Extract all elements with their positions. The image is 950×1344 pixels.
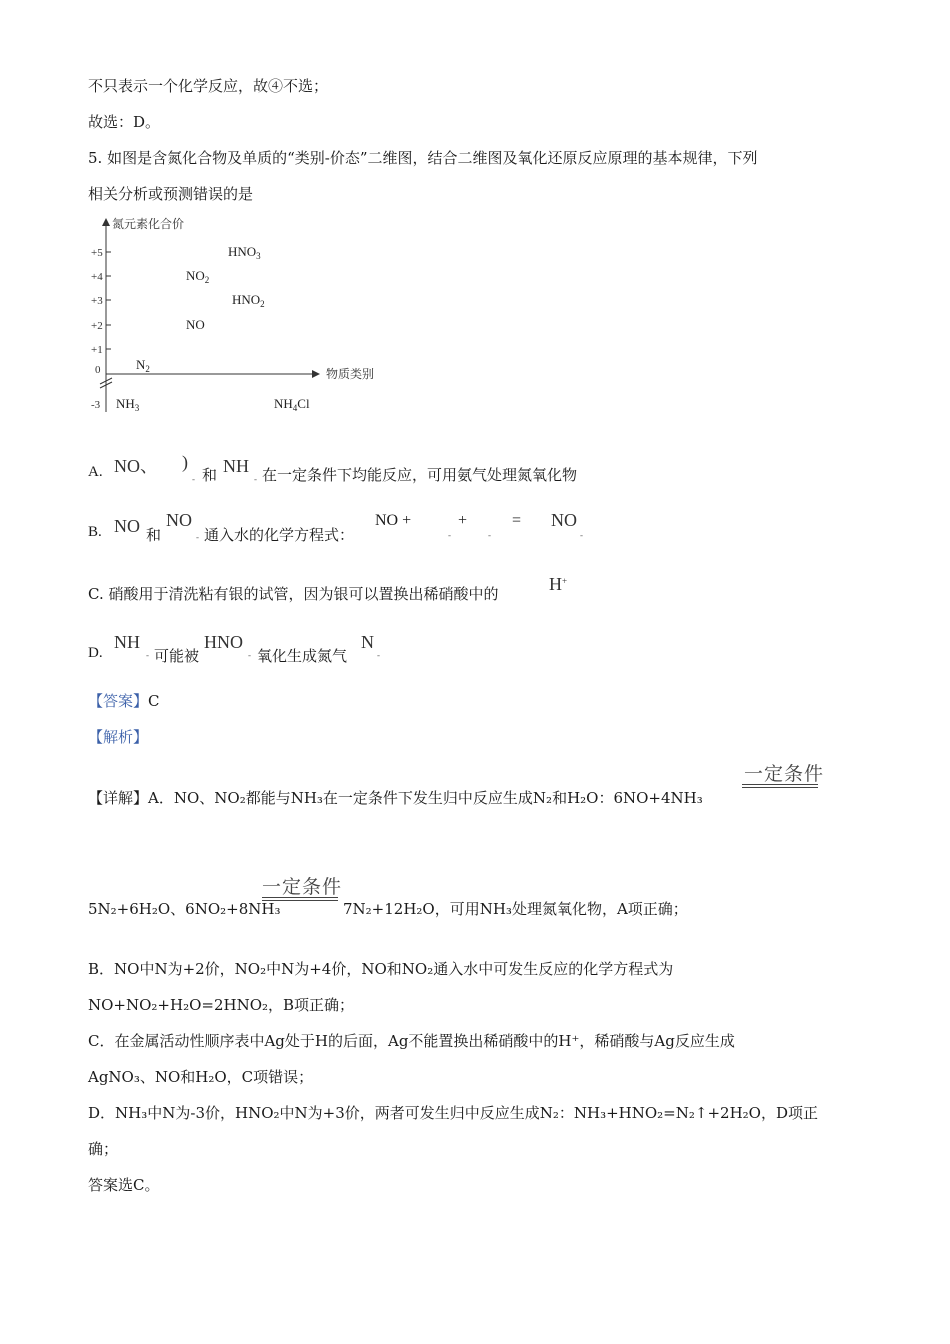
option-c	[88, 584, 499, 604]
question-stem-line-1: 5. 如图是含氮化合物及单质的“类别-价态”二维图，结合二维图及氧化还原反应原理的基本规律，下列	[88, 149, 758, 167]
y-tick-label: +1	[91, 344, 103, 356]
detail-label: 【详解】	[88, 789, 149, 807]
option-a-formula-1: NO、	[114, 456, 158, 476]
option-d-text: 氧化生成氮气	[257, 649, 348, 665]
option-b-word-1: 和	[146, 528, 162, 544]
condition-label-2: 一定条件	[262, 876, 343, 898]
point-no2: $NO_2$	[186, 268, 210, 285]
option-a-formula-2: )	[182, 452, 188, 472]
option-c-sup: +	[562, 576, 568, 586]
point-hno3: $HNO_3$	[228, 244, 261, 261]
detail-b-line-2: NO+NO₂+H₂O=2HNO₂，B项正确；	[88, 996, 355, 1014]
option-a-formula-3: NH	[223, 456, 249, 476]
option-a-letter: A.	[88, 464, 103, 480]
x-axis-label: 物质类别	[326, 367, 375, 381]
question-stem-line-2: 相关分析或预测错误的是	[88, 185, 254, 203]
point-hno2: $HNO_2$	[232, 292, 265, 309]
option-d-formula-2: HNO	[204, 632, 243, 652]
option-d-formula-3: N	[361, 632, 374, 652]
option-b-formula-2: NO	[166, 510, 192, 530]
option-c-text: 硝酸用于清洗粘有银的试管，因为银可以置换出稀硝酸中的	[108, 585, 499, 603]
option-d-formula-1: NH	[114, 632, 140, 652]
detail-a-line-2-left: 5N₂+6H₂O、6NO₂+8NH₃	[88, 900, 281, 918]
detail-c-line-1: C．在金属活动性顺序表中Ag处于H的后面，Ag不能置换出稀硝酸中的H⁺，稀硝酸与Ag反应生成	[88, 1032, 735, 1050]
option-d-word-1: 可能被	[154, 649, 200, 665]
prev-line-1: 不只表示一个化学反应，故④不选；	[88, 77, 329, 95]
chart-points	[116, 244, 310, 413]
option-b-eq-4: NO	[551, 510, 577, 530]
valence-category-chart	[86, 212, 396, 418]
option-b-text: 通入水的化学方程式：	[204, 528, 355, 544]
y-tick-label: +5	[91, 247, 103, 259]
y-ticks	[91, 247, 111, 411]
y-tick-label: +2	[91, 320, 103, 332]
y-tick-label: -3	[91, 399, 101, 411]
option-b-letter: B.	[88, 524, 102, 540]
option-a	[88, 464, 103, 481]
detail-a-line-1	[88, 788, 703, 808]
point-n2: $N_2$	[136, 357, 150, 374]
detail-d-line-2: 确；	[88, 1140, 119, 1158]
detail-a-text-1: A．NO、NO₂都能与NH₃在一定条件下发生归中反应生成N₂和H₂O：6NO+4NH₃	[148, 789, 703, 807]
final-answer: 答案选C。	[88, 1176, 160, 1194]
option-b-eq-1: NO +	[375, 512, 412, 529]
analysis-label: 【解析】	[88, 728, 149, 746]
detail-b-line-1: B．NO中N为+2价，NO₂中N为+4价，NO和NO₂通入水中可发生反应的化学方程式为	[88, 960, 674, 978]
option-b-eq-3: =	[512, 512, 522, 529]
option-c-formula	[549, 574, 567, 595]
option-a-text: 在一定条件下均能反应，可用氨气处理氮氧化物	[262, 468, 578, 484]
point-nh3: $NH_3$	[116, 396, 140, 413]
prev-line-2: 故选：D。	[88, 113, 161, 131]
condition-label-1: 一定条件	[744, 763, 825, 785]
detail-a-line-2-right: 7N₂+12H₂O，可用NH₃处理氮氧化物，A项正确；	[343, 900, 688, 918]
option-a-word-1: 和	[202, 468, 218, 484]
option-b-eq-2: +	[458, 512, 468, 529]
option-c-letter: C.	[88, 585, 104, 603]
option-d-letter: D.	[88, 645, 103, 661]
option-b-formula-1: NO	[114, 516, 140, 536]
y-tick-label: 0	[95, 364, 101, 376]
y-tick-label: +3	[91, 295, 103, 307]
y-tick-label: +4	[91, 271, 103, 283]
option-c-h: H	[549, 574, 562, 594]
answer-value: C	[148, 692, 160, 710]
condition-equals-1	[742, 784, 818, 788]
point-no: NO	[186, 317, 205, 332]
answer	[88, 691, 160, 711]
detail-d-line-1: D．NH₃中N为-3价，HNO₂中N为+3价，两者可发生归中反应生成N₂：NH₃+HNO₂=N₂↑+2H₂O，D项正	[88, 1104, 818, 1122]
detail-c-line-2: AgNO₃、NO和H₂O，C项错误；	[88, 1068, 314, 1086]
y-axis-label: 氮元素化合价	[112, 217, 185, 231]
answer-label: 【答案】	[88, 692, 149, 710]
point-nh4cl: $NH_4Cl$	[274, 396, 310, 413]
condition-equals-2	[262, 897, 338, 901]
